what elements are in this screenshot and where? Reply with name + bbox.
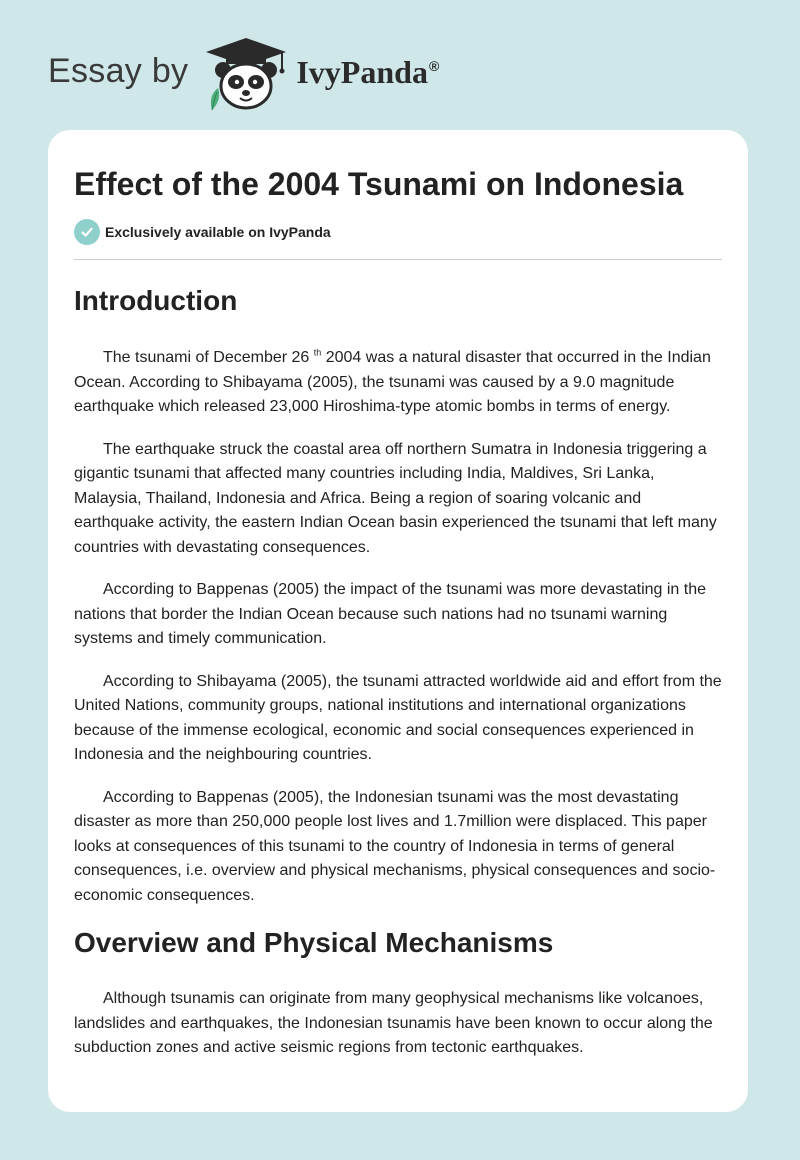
panda-logo-icon [202, 36, 290, 112]
paragraph: According to Bappenas (2005), the Indonesian tsunami was the most devastating disaster as more than 250,000 people lost lives and 1.7million were displaced. This paper looks at consequences of this tsunami to the country of Indonesia in terms of general consequences, i.e. overview and physical mechanisms, physical consequences and socio-economic consequences. [74, 788, 716, 904]
section-heading-introduction: Introduction [74, 285, 238, 316]
exclusive-badge [74, 219, 722, 245]
brand-prefix: Essay by [48, 51, 189, 90]
paragraph: The earthquake struck the coastal area off northern Sumatra in Indonesia triggering a gigantic tsunami that affected many countries including India, Maldives, Sri Lanka, Malaysia, Thailand, Indonesia and Africa. Being a region of soaring volcanic and earthquake activity, the eastern Indian Ocean basin experienced the tsunami that left many countries with devastating consequences. [74, 440, 717, 556]
paragraph: According to Bappenas (2005) the impact of the tsunami was more devastating in the nations that border the Indian Ocean because such nations had no tsunami warning systems and timely communication. [74, 581, 707, 647]
paragraph: The tsunami of December 26 $^{th}$ 2004 was a natural disaster that occurred in the Indian Ocean. According to Shibayama (2005), the tsunami was caused by a 9.0 magnitude earthquake which released 23,000 Hiroshima-type atomic bombs in terms of energy. [74, 347, 711, 415]
check-circle-icon [74, 219, 100, 245]
brand-name: IvyPanda® [296, 53, 440, 90]
paragraph: Although tsunamis can originate from many geophysical mechanisms like volcanoes, landslides and earthquakes, the Indonesian tsunamis have been known to occur along the subduction zones and active seismic regions from tectonic earthquakes. [74, 990, 713, 1056]
registered-mark: ® [428, 57, 440, 74]
brand-header[interactable] [48, 34, 439, 114]
essay-card [48, 130, 748, 1112]
paragraph: According to Shibayama (2005), the tsunami attracted worldwide aid and effort from the United Nations, community groups, national institutions and international organizations because of the immense ecological, economic and social consequences experienced in Indonesia and the neighbouring countries. [74, 672, 722, 763]
superscript: th [313, 347, 322, 358]
page-title: Effect of the 2004 Tsunami on Indonesia [74, 166, 684, 202]
section-heading-overview: Overview and Physical Mechanisms [74, 927, 554, 958]
title-divider [74, 259, 722, 260]
exclusive-label: Exclusively available on IvyPanda [105, 224, 331, 240]
